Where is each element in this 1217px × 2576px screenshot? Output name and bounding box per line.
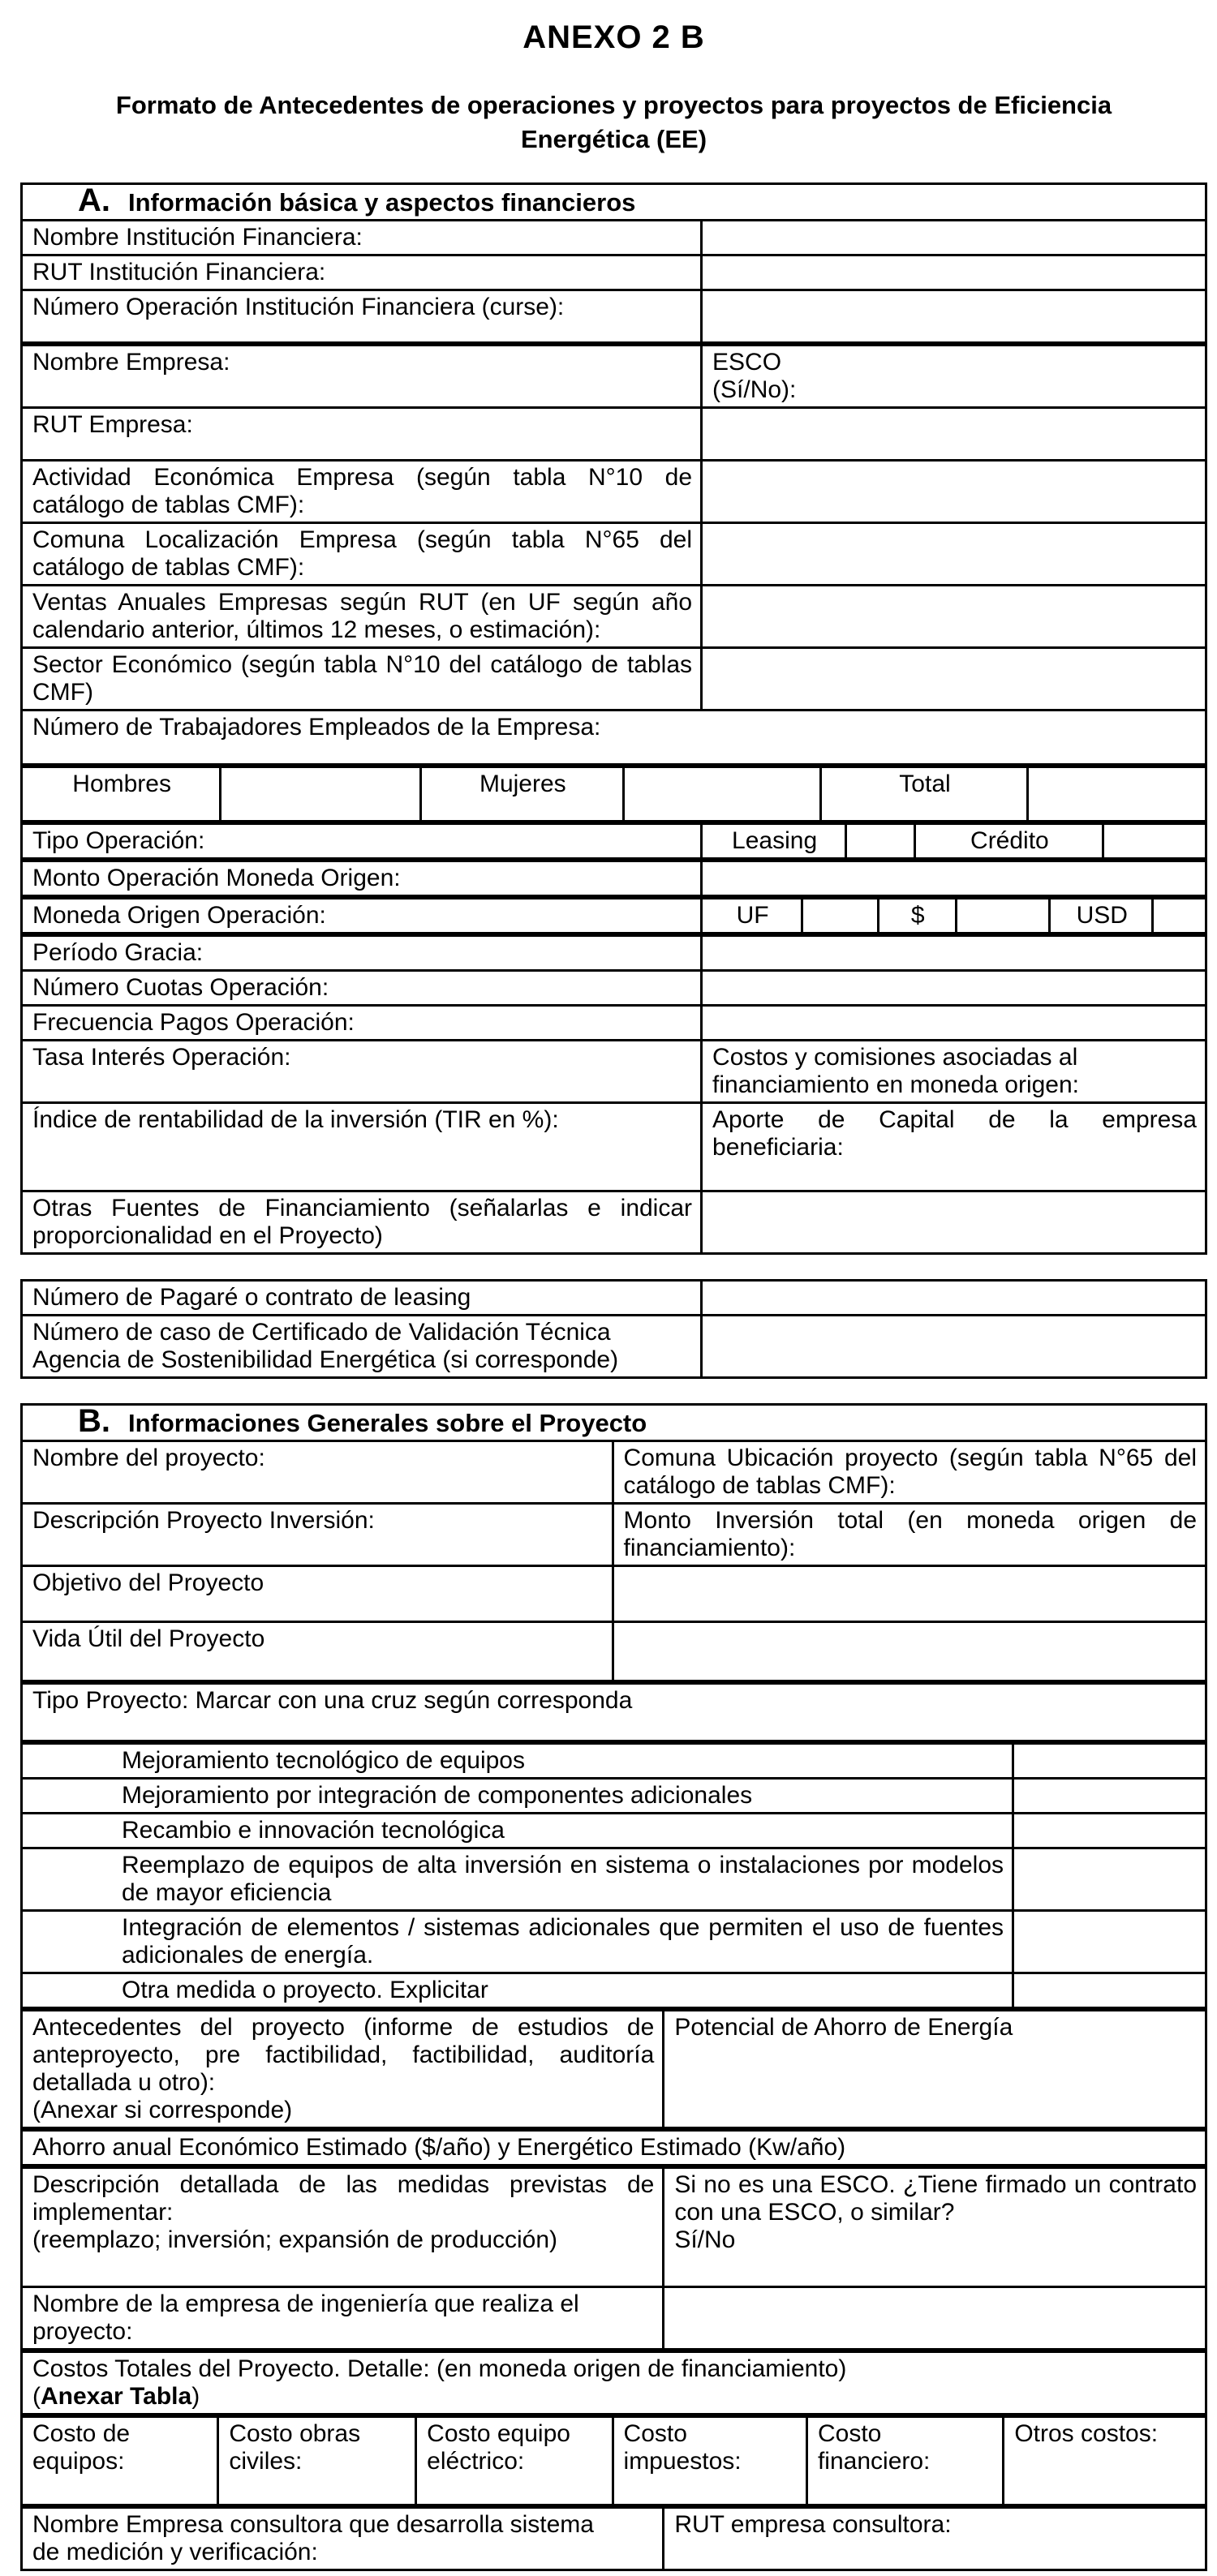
table-costos-detalle <box>20 2415 1207 2506</box>
row-monto-operacion <box>22 861 1206 896</box>
label-antecedentes-anexar: (Anexar si corresponde) <box>32 2097 293 2123</box>
input-mujeres[interactable] <box>623 767 821 822</box>
label-sector-economico: Sector Económico (según tabla N°10 del catálogo de tablas CMF) <box>22 648 702 711</box>
label-descripcion-medidas-texto: Descripción detallada de las medidas previstas de implementar: <box>32 2171 655 2226</box>
row-ahorro-anual <box>22 2131 1206 2166</box>
table-medidas <box>20 2166 1207 2351</box>
label-periodo-gracia: Período Gracia: <box>22 936 702 971</box>
label-nombre-consultora-l1: Nombre Empresa consultora que desarrolla sistema <box>32 2511 594 2538</box>
input-monto-operacion[interactable] <box>702 861 1206 896</box>
label-tasa-interes: Tasa Interés Operación: <box>22 1041 702 1103</box>
label-costos-totales-texto: Costos Totales del Proyecto. Detalle: (en moneda origen de financiamiento) <box>32 2355 847 2382</box>
input-usd[interactable] <box>1153 899 1206 934</box>
input-nombre-institucion-financiera[interactable] <box>702 221 1206 255</box>
label-nombre-consultora <box>22 2508 664 2570</box>
table-tipo-operacion <box>20 822 1207 860</box>
label-costo-impuestos: Costo impuestos: <box>613 2417 806 2505</box>
label-nombre-proyecto: Nombre del proyecto: <box>22 1441 613 1504</box>
input-sector-economico[interactable] <box>702 648 1206 711</box>
label-rut-consultora: RUT empresa consultora: <box>664 2508 1206 2570</box>
row-vida-util <box>22 1622 1206 1681</box>
label-nombre-institucion-financiera: Nombre Institución Financiera: <box>22 221 702 255</box>
label-rut-institucion-financiera: RUT Institución Financiera: <box>22 255 702 290</box>
label-otras-fuentes: Otras Fuentes de Financiamiento (señalarlas e indicar proporcionalidad en el Proyecto) <box>22 1191 702 1254</box>
row-nombre-proyecto <box>22 1441 1206 1504</box>
table-costos-titulo <box>20 2351 1207 2415</box>
input-numero-cuotas[interactable] <box>702 971 1206 1006</box>
label-numero-pagare: Número de Pagaré o contrato de leasing <box>22 1281 702 1316</box>
label-potencial-ahorro: Potencial de Ahorro de Energía <box>664 2011 1206 2128</box>
label-usd: USD <box>1050 899 1153 934</box>
label-vida-util: Vida Útil del Proyecto <box>22 1622 613 1681</box>
document-subtitle: Formato de Antecedentes de operaciones y proyectos para proyectos de Eficiencia Energética (EE) <box>115 91 1112 153</box>
row-comuna-localizacion <box>22 523 1206 586</box>
table-pagare-certificado <box>20 1279 1207 1379</box>
input-otras-fuentes[interactable] <box>702 1191 1206 1254</box>
document-title: ANEXO 2 B <box>522 19 705 55</box>
row-numero-caso <box>22 1316 1206 1378</box>
label-comuna-ubicacion: Comuna Ubicación proyecto (según tabla N°65 del catálogo de tablas CMF): <box>613 1441 1206 1504</box>
row-nombre-if <box>22 221 1206 255</box>
label-nombre-empresa: Nombre Empresa: <box>22 346 702 408</box>
label-numero-caso: Número de caso de Certificado de Validación Técnica Agencia de Sostenibilidad Energética (si corresponde) <box>22 1316 702 1378</box>
row-costos-titulo <box>22 2352 1206 2415</box>
input-vida-util[interactable] <box>613 1622 1206 1681</box>
input-peso[interactable] <box>956 899 1049 934</box>
table-ahorro-anual <box>20 2129 1207 2166</box>
label-tipo-proyecto: Tipo Proyecto: Marcar con una cruz según corresponda <box>22 1684 1206 1741</box>
checkbox-mejoramiento-tecnologico[interactable] <box>1013 1744 1206 1779</box>
label-descripcion-medidas-parentesis: (reemplazo; inversión; expansión de producción) <box>32 2226 558 2253</box>
label-mujeres: Mujeres <box>421 767 624 822</box>
label-otra-medida: Otra medida o proyecto. Explicitar <box>22 1973 1013 2008</box>
label-rut-empresa: RUT Empresa: <box>22 408 702 461</box>
row-tasa-interes <box>22 1041 1206 1103</box>
label-nombre-consultora-l2: de medición y verificación: <box>32 2539 318 2565</box>
label-costo-obras-civiles: Costo obras civiles: <box>218 2417 416 2505</box>
label-monto-operacion: Monto Operación Moneda Origen: <box>22 861 702 896</box>
checkbox-otra-medida[interactable] <box>1013 1973 1206 2008</box>
input-hombres[interactable] <box>221 767 421 822</box>
row-numero-trabajadores <box>22 711 1206 765</box>
table-monto-operacion <box>20 860 1207 897</box>
label-total: Total <box>821 767 1027 822</box>
table-empresa <box>20 344 1207 766</box>
row-sector-economico <box>22 648 1206 711</box>
label-descripcion-medidas <box>22 2168 664 2287</box>
label-numero-trabajadores: Número de Trabajadores Empleados de la Empresa: <box>22 711 1206 765</box>
label-anexar-tabla: (Anexar Tabla) <box>32 2383 200 2410</box>
table-tipo-proyecto-titulo <box>20 1682 1207 1742</box>
row-opcion-mejoramiento-tecnologico <box>22 1744 1206 1779</box>
label-costo-financiero: Costo financiero: <box>806 2417 1003 2505</box>
input-numero-operacion[interactable] <box>702 290 1206 343</box>
checkbox-integracion-elementos[interactable] <box>1013 1911 1206 1973</box>
row-tipo-operacion <box>22 824 1206 859</box>
section-a-header <box>22 184 1206 221</box>
label-otros-costos: Otros costos: <box>1004 2417 1206 2505</box>
table-institucion-financiera <box>20 182 1207 344</box>
section-a-title: Información básica y aspectos financieros <box>128 188 636 217</box>
table-antecedentes <box>20 2009 1207 2129</box>
anexar-tabla-bold: Anexar Tabla <box>41 2383 192 2410</box>
table-trabajadores <box>20 766 1207 822</box>
row-nombre-empresa <box>22 346 1206 408</box>
table-condiciones-financieras <box>20 934 1207 1255</box>
label-peso: $ <box>878 899 956 934</box>
label-uf: UF <box>702 899 802 934</box>
label-mejoramiento-integracion: Mejoramiento por integración de componentes adicionales <box>22 1779 1013 1814</box>
input-objetivo-proyecto[interactable] <box>613 1566 1206 1622</box>
input-ventas-anuales[interactable] <box>702 586 1206 648</box>
row-periodo-gracia <box>22 936 1206 971</box>
label-leasing: Leasing <box>702 824 846 859</box>
input-total[interactable] <box>1027 767 1206 822</box>
label-numero-cuotas: Número Cuotas Operación: <box>22 971 702 1006</box>
label-ventas-anuales: Ventas Anuales Empresas según RUT (en UF según año calendario anterior, últimos 12 meses, o estimación): <box>22 586 702 648</box>
input-leasing[interactable] <box>846 824 915 859</box>
checkbox-mejoramiento-integracion[interactable] <box>1013 1779 1206 1814</box>
row-descripcion-medidas <box>22 2168 1206 2287</box>
input-credito[interactable] <box>1103 824 1206 859</box>
table-seccion-b <box>20 1403 1207 1682</box>
label-costo-equipos: Costo de equipos: <box>22 2417 218 2505</box>
row-actividad-economica <box>22 461 1206 523</box>
input-periodo-gracia[interactable] <box>702 936 1206 971</box>
row-opcion-recambio <box>22 1814 1206 1848</box>
label-aporte-capital: Aporte de Capital de la empresa beneficiaria: <box>702 1103 1206 1191</box>
label-objetivo-proyecto: Objetivo del Proyecto <box>22 1566 613 1622</box>
label-mejoramiento-tecnologico: Mejoramiento tecnológico de equipos <box>22 1744 1013 1779</box>
input-rut-institucion-financiera[interactable] <box>702 255 1206 290</box>
checkbox-reemplazo-equipos[interactable] <box>1013 1848 1206 1911</box>
input-numero-caso[interactable] <box>702 1316 1206 1378</box>
label-integracion-elementos: Integración de elementos / sistemas adicionales que permiten el uso de fuentes adicionales de energía. <box>22 1911 1013 1973</box>
row-nombre-ingenieria <box>22 2287 1206 2350</box>
row-opcion-integracion-elementos <box>22 1911 1206 1973</box>
row-numero-pagare <box>22 1281 1206 1316</box>
table-moneda-origen <box>20 897 1207 934</box>
section-b-letter: B. <box>78 1404 110 1439</box>
label-costo-equipo-electrico: Costo equipo eléctrico: <box>416 2417 613 2505</box>
label-esco-pregunta-sino: Sí/No <box>674 2226 736 2253</box>
input-esco[interactable] <box>702 346 1206 408</box>
label-esco-pregunta <box>664 2168 1206 2287</box>
label-frecuencia-pagos: Frecuencia Pagos Operación: <box>22 1006 702 1041</box>
input-rut-empresa[interactable] <box>702 408 1206 461</box>
row-moneda-origen <box>22 899 1206 934</box>
label-costos-comisiones: Costos y comisiones asociadas al financiamiento en moneda origen: <box>702 1041 1206 1103</box>
table-tipo-proyecto-opciones <box>20 1742 1207 2009</box>
row-antecedentes <box>22 2011 1206 2128</box>
input-numero-pagare[interactable] <box>702 1281 1206 1316</box>
row-tir <box>22 1103 1206 1191</box>
label-nombre-ingenieria: Nombre de la empresa de ingeniería que realiza el proyecto: <box>22 2287 664 2350</box>
row-rut-if <box>22 255 1206 290</box>
section-a-header-row <box>22 184 1206 221</box>
label-numero-operacion: Número Operación Institución Financiera (curse): <box>22 290 702 343</box>
label-tir: Índice de rentabilidad de la inversión (TIR en %): <box>22 1103 702 1191</box>
row-frecuencia-pagos <box>22 1006 1206 1041</box>
label-monto-inversion: Monto Inversión total (en moneda origen de financiamiento): <box>613 1504 1206 1566</box>
label-credito: Crédito <box>914 824 1103 859</box>
label-moneda-origen: Moneda Origen Operación: <box>22 899 702 934</box>
row-opcion-reemplazo <box>22 1848 1206 1911</box>
label-antecedentes-texto: Antecedentes del proyecto (informe de estudios de anteproyecto, pre factibilidad, factibilidad, auditoría detallada u otro): <box>32 2014 655 2096</box>
row-numero-operacion <box>22 290 1206 343</box>
row-costos-detalle <box>22 2417 1206 2505</box>
row-rut-empresa <box>22 408 1206 461</box>
row-tipo-proyecto-titulo <box>22 1684 1206 1741</box>
label-hombres: Hombres <box>22 767 221 822</box>
label-tipo-operacion: Tipo Operación: <box>22 824 702 859</box>
row-consultora <box>22 2508 1206 2570</box>
label-costos-totales <box>22 2352 1206 2415</box>
row-trabajadores-desglose <box>22 767 1206 822</box>
section-b-header <box>22 1405 1206 1441</box>
section-a-letter: A. <box>78 183 110 218</box>
label-ahorro-anual: Ahorro anual Económico Estimado ($/año) y Energético Estimado (Kw/año) <box>22 2131 1206 2166</box>
checkbox-recambio-innovacion[interactable] <box>1013 1814 1206 1848</box>
table-consultora <box>20 2506 1207 2571</box>
input-frecuencia-pagos[interactable] <box>702 1006 1206 1041</box>
label-actividad-economica: Actividad Económica Empresa (según tabla N°10 de catálogo de tablas CMF): <box>22 461 702 523</box>
row-otras-fuentes <box>22 1191 1206 1254</box>
row-ventas-anuales <box>22 586 1206 648</box>
row-opcion-mejoramiento-integracion <box>22 1779 1206 1814</box>
label-esco-line2: (Sí/No): <box>712 376 797 403</box>
input-nombre-ingenieria[interactable] <box>664 2287 1206 2350</box>
label-antecedentes <box>22 2011 664 2128</box>
row-numero-cuotas <box>22 971 1206 1006</box>
row-objetivo <box>22 1566 1206 1622</box>
label-reemplazo-equipos: Reemplazo de equipos de alta inversión en sistema o instalaciones por modelos de mayor eficiencia <box>22 1848 1013 1911</box>
section-b-header-row <box>22 1405 1206 1441</box>
input-comuna-localizacion[interactable] <box>702 523 1206 586</box>
input-actividad-economica[interactable] <box>702 461 1206 523</box>
label-recambio-innovacion: Recambio e innovación tecnológica <box>22 1814 1013 1848</box>
label-descripcion-inversion: Descripción Proyecto Inversión: <box>22 1504 613 1566</box>
label-comuna-localizacion: Comuna Localización Empresa (según tabla N°65 del catálogo de tablas CMF): <box>22 523 702 586</box>
label-esco-pregunta-texto: Si no es una ESCO. ¿Tiene firmado un contrato con una ESCO, o similar? <box>674 2171 1197 2226</box>
input-uf[interactable] <box>802 899 878 934</box>
row-descripcion-inversion <box>22 1504 1206 1566</box>
label-esco-line1: ESCO <box>712 349 782 376</box>
row-opcion-otra-medida <box>22 1973 1206 2008</box>
section-b-title: Informaciones Generales sobre el Proyecto <box>128 1409 647 1437</box>
